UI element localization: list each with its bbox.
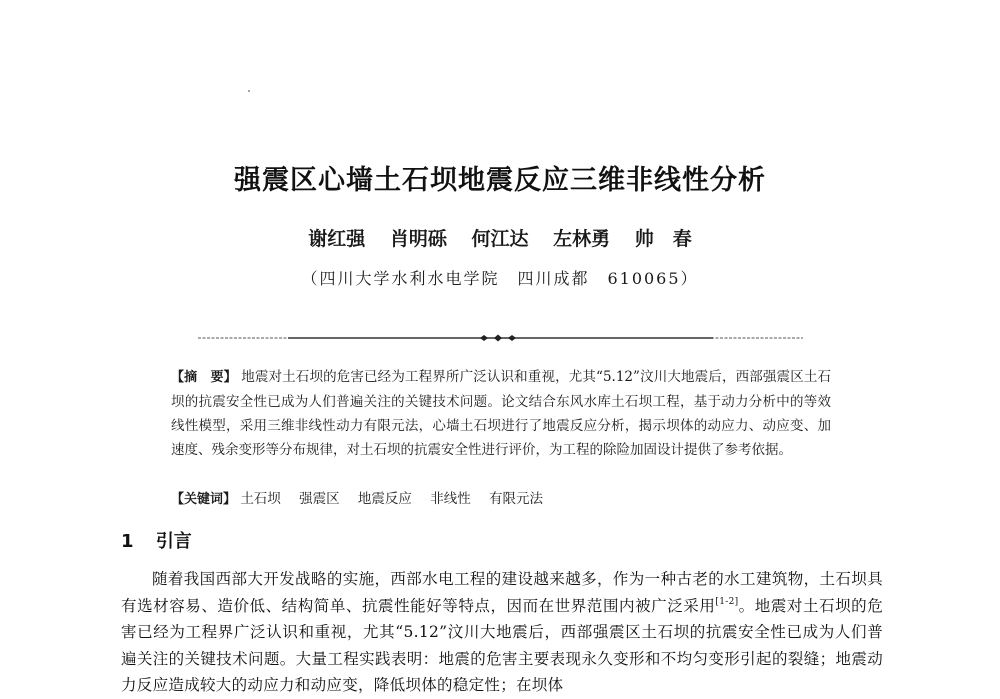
section-number: 1 [121,531,134,552]
author-list [0,224,1000,251]
ornamental-divider [198,334,803,342]
author-name: 肖明砾 [389,228,447,250]
keyword: 强震区 [299,491,340,507]
author-name: 帅 春 [634,228,692,250]
keyword: 非线性 [430,491,471,507]
author-name: 何江达 [471,228,529,250]
body-text-part: 随着我国西部大开发战略的实施，西部水电工程的建设越来越多，作为一种古老的水工建筑物，土石坝具有选材容易、造价低、结构简单、抗震性能好等特点，因而在世界范围内被广泛采用 [121,570,883,615]
body-text-part: 。地震对土石坝的危害已经为工程界广泛认识和重视，尤其“5.12”汶川大地震后，西部强震区土石坝的抗震安全性已成为人们普遍关注的关键技术问题。大量工程实践表明：地震的危害主要表现永久变形和不均匀变形引起的裂缝；地震动力反应造成较大的动应力和动应变，降低坝体的稳定性；在坝体 [121,596,884,694]
keywords-label: 【关键词】 [171,492,237,507]
abstract-block [171,365,831,462]
section-heading [121,527,192,553]
keyword: 地震反应 [357,491,412,507]
author-name: 谢红强 [308,228,366,250]
abstract-text: 地震对土石坝的危害已经为工程界所广泛认识和重视，尤其“5.12”汶川大地震后，西部强震区土石坝的抗震安全性已成为人们普遍关注的关键技术问题。论文结合东风水库土石坝工程，基于动力分析中的等效线性模型，采用三维非线性动力有限元法，心墙土石坝进行了地震反应分析，揭示坝体的动应力、动应变、加速度、残余变形等分布规律，对土石坝的抗震安全性进行评价，为工程的除险加固设计提供了参考依据。 [171,369,831,458]
abstract-label: 【摘 要】 [171,370,237,385]
affiliation: （四川大学水利水电学院 四川成都 610065） [301,269,699,288]
keyword: 土石坝 [240,491,281,507]
body-paragraph [121,566,883,699]
body-text [121,566,883,699]
scan-speck [248,90,250,92]
keywords-block [171,487,831,512]
section-title: 引言 [155,531,192,552]
author-name: 左林勇 [553,228,611,250]
paper-title: 强震区心墙土石坝地震反应三维非线性分析 [234,165,766,196]
citation: [1-2] [715,596,739,607]
keyword: 有限元法 [489,491,543,507]
